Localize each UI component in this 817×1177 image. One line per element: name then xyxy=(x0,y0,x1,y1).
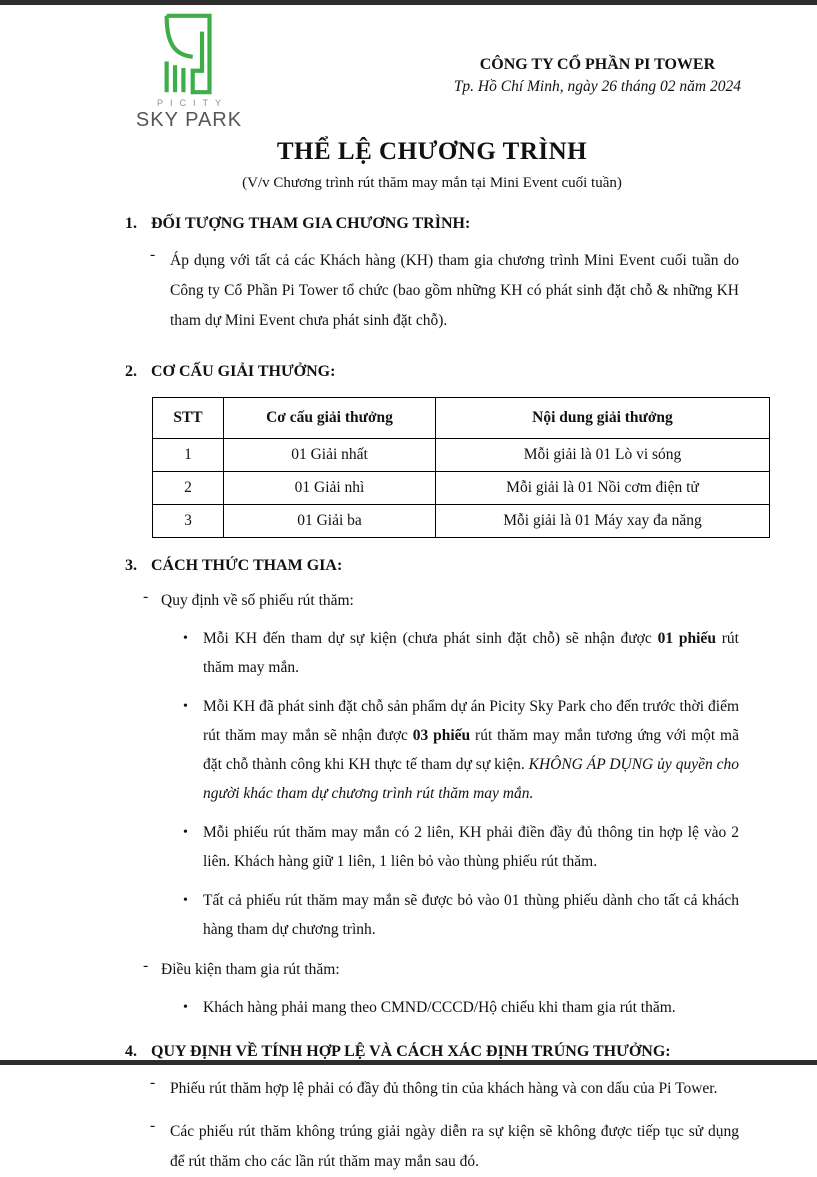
cell-structure: 01 Giải nhất xyxy=(224,439,436,472)
section-4-number: 4. xyxy=(125,1043,137,1060)
validity-rule-text: Phiếu rút thăm hợp lệ phải có đầy đủ thông tin của khách hàng và con dấu của Pi Tower. xyxy=(170,1080,718,1097)
reuse-rule-item xyxy=(125,1117,739,1177)
run-normal: Mỗi KH đến tham dự sự kiện (chưa phát sinh đặt chỗ) sẽ nhận được xyxy=(203,630,658,647)
top-edge-bar xyxy=(0,0,817,5)
conditions-label xyxy=(125,957,739,983)
section-1-heading xyxy=(125,215,739,233)
column-header-content: Nội dung giải thưởng xyxy=(436,398,770,439)
bullet-one-ticket-text xyxy=(203,624,739,682)
table-row xyxy=(153,439,770,472)
bullet-ballot-box xyxy=(125,886,739,944)
cell-structure: 01 Giải ba xyxy=(224,505,436,538)
section-2-heading-text: CƠ CẤU GIẢI THƯỞNG: xyxy=(151,363,336,380)
section-3-number: 3. xyxy=(125,557,137,574)
table-row xyxy=(153,505,770,538)
cell-content: Mỗi giải là 01 Lò vi sóng xyxy=(436,439,770,472)
section-2-heading xyxy=(125,363,739,381)
bullet-id-required xyxy=(125,993,739,1022)
dash-marker: - xyxy=(143,588,149,605)
run-bold: 01 phiếu xyxy=(657,630,716,647)
bottom-edge-bar xyxy=(0,1060,817,1065)
prize-table-header-row xyxy=(153,398,770,439)
doc-subtitle: (V/v Chương trình rút thăm may mắn tại Mini Event cuối tuần) xyxy=(242,175,622,191)
cell-content: Mỗi giải là 01 Nồi cơm điện tử xyxy=(436,472,770,505)
dash-marker: - xyxy=(150,1117,156,1134)
bullet-three-tickets xyxy=(125,692,739,808)
bullet-two-stubs-text: Mỗi phiếu rút thăm may mắn có 2 liên, KH phải điền đầy đủ thông tin hợp lệ vào 2 liên. Khách hàng giữ 1 liên, 1 liên bỏ vào thùng phiếu rút thăm. xyxy=(203,824,739,870)
doc-title: THỂ LỆ CHƯƠNG TRÌNH xyxy=(276,138,588,165)
company-name: CÔNG TY CỔ PHẦN PI TOWER xyxy=(479,56,716,73)
dash-marker: - xyxy=(150,1074,156,1091)
bullet-three-tickets-text xyxy=(203,692,739,808)
prize-table xyxy=(152,397,770,538)
bullet-marker: • xyxy=(183,893,188,908)
bullet-marker: • xyxy=(183,1000,188,1015)
table-row xyxy=(153,472,770,505)
reuse-rule-text: Các phiếu rút thăm không trúng giải ngày diễn ra sự kiện sẽ không được tiếp tục sử dụng để rút thăm cho các lần rút thăm may mắn sau đó. xyxy=(170,1123,739,1170)
run-bold: 03 phiếu xyxy=(412,727,471,744)
brand-skypark-label: SKY PARK xyxy=(135,109,243,131)
document-body xyxy=(125,128,739,1177)
section-1-paragraph-text: Áp dụng với tất cả các Khách hàng (KH) tham gia chương trình Mini Event cuối tuần do Công ty Cổ Phần Pi Tower tổ chức (bao gồm những KH có phát sinh đặt chỗ & những KH tham dự Mini Event chưa phát sinh đặt chỗ). xyxy=(170,252,739,329)
column-header-structure: Cơ cấu giải thưởng xyxy=(224,398,436,439)
bullet-one-ticket xyxy=(125,624,739,682)
tickets-rule-label xyxy=(125,588,739,614)
cell-stt: 3 xyxy=(153,505,224,538)
section-2-number: 2. xyxy=(125,363,137,380)
bullet-ballot-box-text: Tất cả phiếu rút thăm may mắn sẽ được bỏ vào 01 thùng phiếu dành cho tất cả khách hàng tham dự chương trình. xyxy=(203,892,739,938)
section-1-paragraph xyxy=(125,246,739,336)
bullet-marker: • xyxy=(183,631,188,646)
run-italic: KHÔNG ÁP DỤNG ủy quyền cho người khác tham dự chương trình rút thăm may mắn. xyxy=(203,756,739,802)
validity-rule-item xyxy=(125,1074,739,1104)
brand-picity-label: PICITY xyxy=(156,98,228,108)
date-line: Tp. Hồ Chí Minh, ngày 26 tháng 02 năm 2024 xyxy=(453,78,741,95)
run-normal: rút thăm may mắn tương ứng với một mã đặt chỗ thành công khi KH thực tế tham dự sự kiện. xyxy=(203,727,739,773)
run-normal: rút thăm may mắn. xyxy=(203,630,739,676)
section-1-number: 1. xyxy=(125,215,137,232)
dash-marker: - xyxy=(143,957,149,974)
cell-content: Mỗi giải là 01 Máy xay đa năng xyxy=(436,505,770,538)
bullet-id-required-text: Khách hàng phải mang theo CMND/CCCD/Hộ chiếu khi tham gia rút thăm. xyxy=(203,999,676,1016)
tickets-rule-label-text: Quy định về số phiếu rút thăm: xyxy=(161,592,354,609)
conditions-label-text: Điều kiện tham gia rút thăm: xyxy=(161,961,340,978)
building-logo-icon xyxy=(127,13,251,95)
column-header-stt: STT xyxy=(153,398,224,439)
bullet-marker: • xyxy=(183,699,188,714)
bullet-two-stubs xyxy=(125,818,739,876)
letterhead xyxy=(454,56,741,96)
section-3-heading xyxy=(125,557,739,575)
picity-logo xyxy=(127,13,251,132)
cell-stt: 2 xyxy=(153,472,224,505)
section-4-heading xyxy=(125,1043,739,1061)
dash-marker: - xyxy=(150,246,156,263)
run-normal: Mỗi KH đã phát sinh đặt chỗ sản phẩm dự án Picity Sky Park cho đến trước thời điểm rút thăm may mắn sẽ nhận được xyxy=(203,698,739,744)
cell-stt: 1 xyxy=(153,439,224,472)
cell-structure: 01 Giải nhì xyxy=(224,472,436,505)
bullet-marker: • xyxy=(183,825,188,840)
section-1-heading-text: ĐỐI TƯỢNG THAM GIA CHƯƠNG TRÌNH: xyxy=(151,215,471,232)
section-4-heading-text: QUY ĐỊNH VỀ TÍNH HỢP LỆ VÀ CÁCH XÁC ĐỊNH TRÚNG THƯỞNG: xyxy=(151,1043,671,1060)
section-3-heading-text: CÁCH THỨC THAM GIA: xyxy=(151,557,343,574)
